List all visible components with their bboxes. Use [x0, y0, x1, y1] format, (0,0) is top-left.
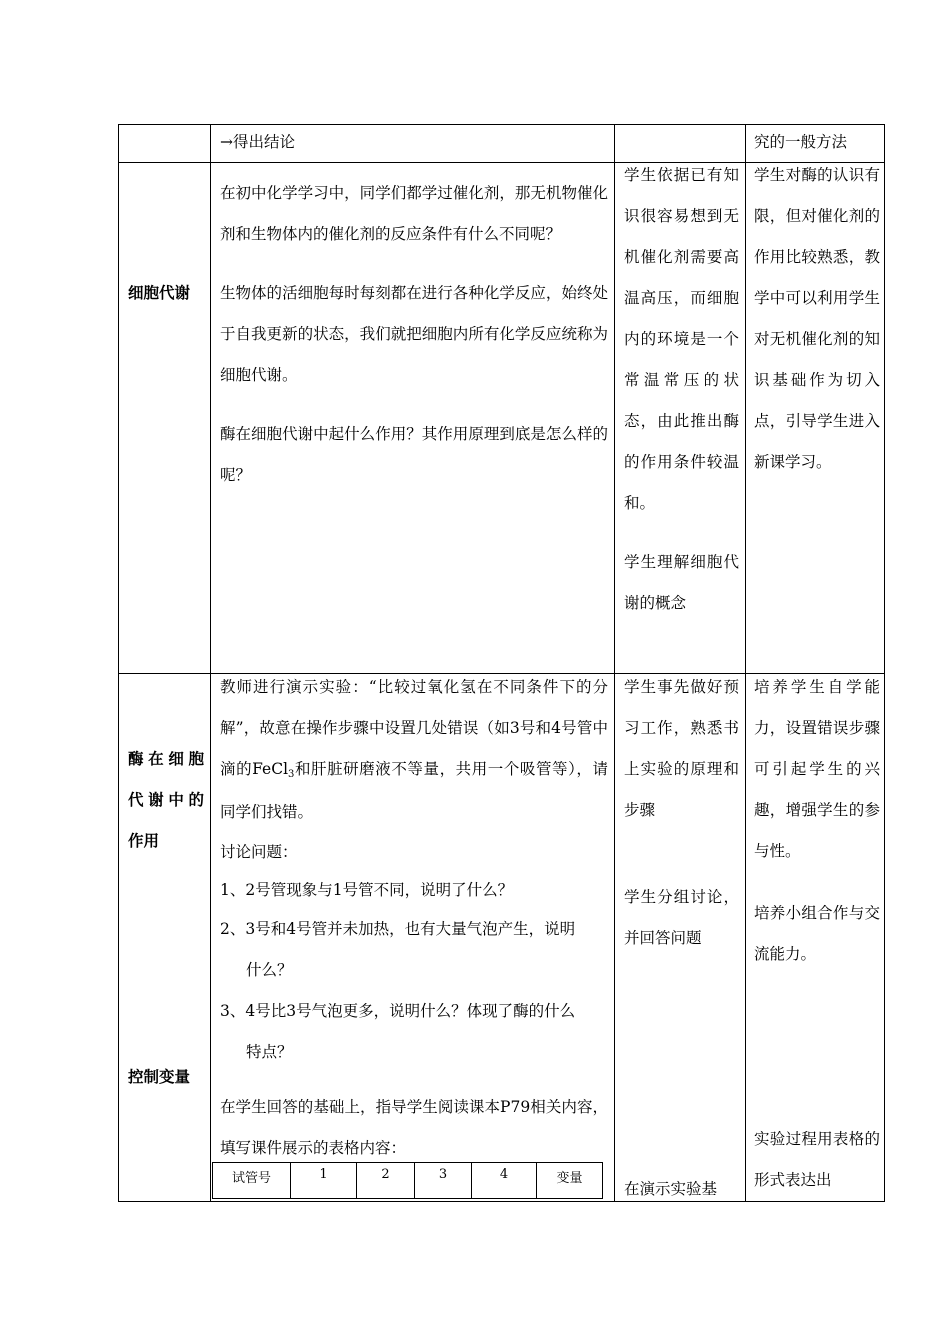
- table-border-bottom: [118, 1201, 885, 1202]
- discussion-question-3: 3、4号比3号气泡更多，说明什么？体现了酶的什么 特点？: [220, 1002, 576, 1061]
- metabolism-student-activity: [624, 155, 739, 624]
- guide-paragraph: 在学生回答的基础上，指导学生阅读课本P79相关内容，填写课件展示的表格内容：: [220, 1098, 608, 1157]
- discussion-question-2: 2、3号和4号管并未加热，也有大量气泡产生，说明 什么？: [220, 920, 576, 979]
- discussion-question-1: 1、2号管现象与1号管不同，说明了什么？: [220, 881, 514, 899]
- metabolism-paragraph-3: 酶在细胞代谢中起什么作用？其作用原理到底是怎么样的呢？: [220, 425, 608, 484]
- inner-header-tube: 试管号: [231, 1171, 271, 1186]
- table-border-right: [884, 124, 885, 1202]
- enzyme-purpose-2: 培养小组合作与交流能力。: [754, 904, 880, 963]
- col-divider-3: [745, 124, 746, 1202]
- col-divider-1: [210, 124, 211, 1202]
- enzyme-purpose-1: 培养学生自学能力，设置错误步骤可引起学生的兴趣，增强学生的参与性。: [754, 678, 880, 860]
- inner-header-4: 4: [499, 1167, 509, 1182]
- inner-table-top: [212, 1162, 603, 1163]
- enzyme-student-2: 学生分组讨论，并回答问题: [624, 888, 739, 947]
- metabolism-student-1: 学生依据已有知识很容易想到无机催化剂需要高温高压，而细胞内的环境是一个常温常压的状态，由此推出酶的作用条件较温和。: [624, 166, 739, 512]
- enzyme-content: [220, 667, 608, 1169]
- col-divider-2: [614, 124, 615, 1202]
- metabolism-paragraph-1: 在初中化学学习中，同学们都学过催化剂，那无机物催化剂和生物体内的催化剂的反应条件有什么不同呢？: [220, 184, 608, 243]
- metabolism-student-2: 学生理解细胞代谢的概念: [624, 553, 739, 612]
- enzyme-student-1: 学生事先做好预习工作，熟悉书上实验的原理和步骤: [624, 678, 739, 819]
- discussion-title: 讨论问题：: [220, 843, 298, 861]
- enzyme-purpose-3: 实验过程用表格的形式表达出: [754, 1130, 880, 1189]
- row-label-enzyme-role: 酶在细胞代谢中的作用: [128, 750, 204, 850]
- inner-header-2: 2: [381, 1167, 390, 1182]
- inner-table-right: [602, 1162, 603, 1199]
- top-row-purpose: 究的一般方法: [754, 133, 848, 151]
- metabolism-content: [220, 173, 608, 496]
- enzyme-intro: 教师进行演示实验：“比较过氧化氢在不同条件下的分解”，故意在操作步骤中设置几处错误（如3号和4号管中滴的FeCl3和肝脏研磨液不等量，共用一个吸管等），请同学们找错。: [220, 678, 608, 821]
- metabolism-paragraph-2: 生物体的活细胞每时每刻都在进行各种化学反应，始终处于自我更新的状态，我们就把细胞内所有化学反应统称为细胞代谢。: [220, 284, 608, 384]
- inner-header-variable: 变量: [556, 1171, 583, 1186]
- top-row-content: →得出结论: [220, 133, 295, 151]
- row-label-control-variable: 控制变量: [128, 1068, 191, 1086]
- inner-table-bottom: [212, 1198, 603, 1199]
- inner-header-1: 1: [319, 1167, 328, 1182]
- row-label-metabolism: 细胞代谢: [128, 284, 191, 302]
- table-border-left: [118, 124, 119, 1202]
- enzyme-student-3: 在演示实验基: [624, 1180, 718, 1198]
- metabolism-purpose: 学生对酶的认识有限，但对催化剂的作用比较熟悉，教学中可以利用学生对无机催化剂的知识基础作为切入点，引导学生进入新课学习。: [754, 166, 880, 471]
- inner-header-3: 3: [438, 1167, 448, 1182]
